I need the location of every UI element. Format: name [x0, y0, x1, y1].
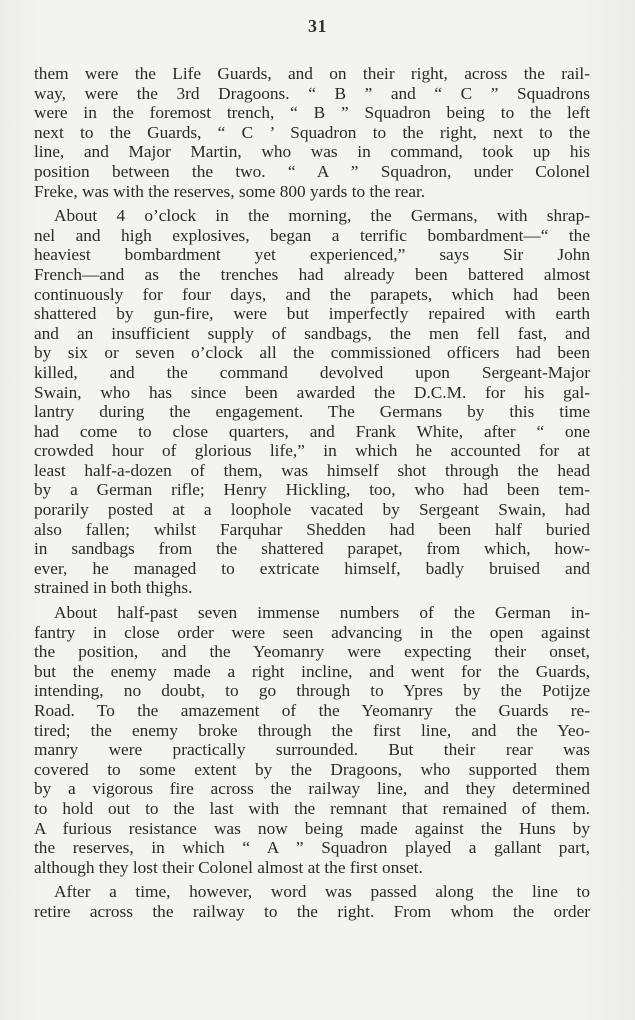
text-line: were in the foremost trench, “ B ” Squadron being to the left [34, 103, 590, 123]
text-line: way, were the 3rd Dragoons. “ B ” and “ C ” Squadrons [34, 83, 590, 103]
text-line: by a German rifle; Henry Hickling, too, who had been tem- [34, 480, 590, 500]
text-line: the reserves, in which “ A ” Squadron played a gallant part, [34, 838, 590, 858]
text-line: continuously for four days, and the parapets, which had been [34, 284, 590, 304]
text-line: About half-past seven immense numbers of the German in- [54, 603, 590, 623]
paragraph [34, 206, 590, 598]
text-line: About 4 o’clock in the morning, the Germans, with shrap- [54, 206, 590, 226]
text-line: intending, no doubt, to go through to Ypres by the Potijze [34, 681, 590, 701]
text-line: shattered by gun-fire, were but imperfectly repaired with earth [34, 304, 590, 324]
text-line: Swain, who has since been awarded the D.C.M. for his gal- [34, 382, 590, 402]
paragraph [34, 603, 590, 877]
text-line: Freke, was with the reserves, some 800 yards to the rear. [34, 181, 426, 201]
text-line: strained in both thighs. [34, 578, 193, 598]
text-line: by a vigorous fire across the railway line, and they determined [34, 779, 590, 799]
body-text [34, 64, 590, 922]
text-line: nel and high explosives, began a terrific bombardment—“ the [34, 225, 590, 245]
text-line: killed, and the command devolved upon Sergeant-Major [34, 362, 590, 382]
text-line: fantry in close order were seen advancing in the open against [34, 622, 590, 642]
text-line: least half-a-dozen of them, was himself shot through the head [34, 460, 590, 480]
page-number: 31 [308, 16, 327, 36]
text-line: manry were practically surrounded. But their rear was [34, 740, 590, 760]
text-line: covered to some extent by the Dragoons, who supported them [34, 759, 590, 779]
text-line: to hold out to the last with the remnant that remained of them. [34, 798, 590, 818]
text-line: also fallen; whilst Farquhar Shedden had been half buried [34, 519, 590, 539]
text-line: but the enemy made a right incline, and went for the Guards, [34, 661, 590, 681]
text-line: position between the two. “ A ” Squadron, under Colonel [34, 161, 590, 181]
text-line: Road. To the amazement of the Yeomanry the Guards re- [34, 701, 590, 720]
text-line: heaviest bombardment yet experienced,” says Sir John [34, 245, 590, 265]
paragraph [34, 882, 590, 921]
text-line: retire across the railway to the right. From whom the order [34, 901, 590, 921]
text-line: French—and as the trenches had already been battered almost [34, 264, 590, 284]
text-line: line, and Major Martin, who was in command, took up his [34, 142, 590, 162]
text-line: next to the Guards, “ C ’ Squadron to the right, next to the [34, 122, 590, 142]
text-line: by six or seven o’clock all the commissioned officers had been [34, 343, 590, 363]
text-line: had come to close quarters, and Frank White, after “ one [34, 421, 590, 441]
text-line: lantry during the engagement. The Germans by this time [34, 402, 590, 422]
text-line: A furious resistance was now being made against the Huns by [34, 818, 590, 838]
text-line: them were the Life Guards, and on their right, across the rail- [34, 64, 590, 83]
text-line: crowded hour of glorious life,” in which he accounted for at [34, 441, 590, 461]
text-line: the position, and the Yeomanry were expecting their onset, [34, 642, 590, 662]
text-line: ever, he managed to extricate himself, badly bruised and [34, 558, 590, 578]
text-line: in sandbags from the shattered parapet, from which, how- [34, 539, 590, 559]
paragraph [34, 64, 590, 201]
text-line: porarily posted at a loophole vacated by Sergeant Swain, had [34, 500, 590, 520]
text-line: although they lost their Colonel almost at the first onset. [34, 857, 423, 877]
text-line: tired; the enemy broke through the first line, and the Yeo- [34, 720, 590, 740]
text-line: and an insufficient supply of sandbags, the men fell fast, and [34, 323, 590, 343]
text-line: After a time, however, word was passed along the line to [54, 882, 590, 902]
